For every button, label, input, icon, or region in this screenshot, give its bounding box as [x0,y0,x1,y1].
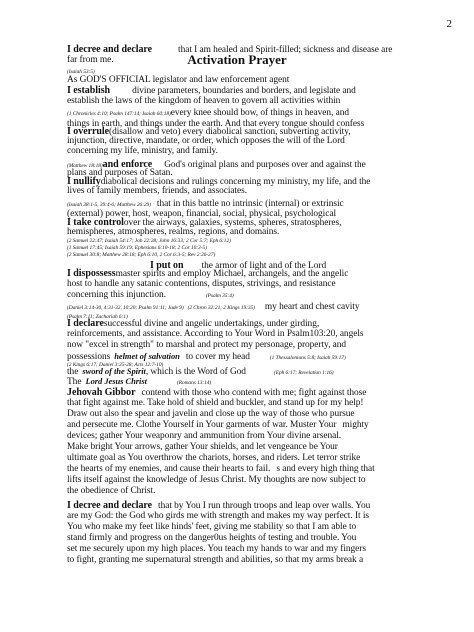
text-line: I put on the armor of light and of the Lord [150,260,327,271]
text-line: (1 Chronicles 4:10; Psalm 147:14; Isaiah 60:18)every knee should bow, of things in heaven, and [67,108,350,118]
text-line: Jehovah Gibbor contend with those who contend with me; fight against those [67,387,367,398]
text-line: I declaresuccessful divine and angelic undertakings, under girding, [67,318,320,329]
text-line: far from me. [67,55,114,65]
text-line: You who make my feet like hinds' feet, giving me stability so that I am able to [67,522,357,532]
scripture-reference: (Isaiah 53:5) [67,69,95,75]
text-line: (Isaiah 38:1-5, 39:4-6; Matthew 26:29) that in this battle no intrinsic (internal) or extrinsic [67,199,344,209]
text-line: The Lord Jesus Christ (Romans 13:14) [67,376,212,387]
text-line: the hearts of my enemies, and cause their hearts to fail. s and every high thing that [67,464,375,474]
text-line: ultimate goal as You overthrow the chariots, horses, and riders. Let terror strike [67,453,361,463]
text-line: (external) power, host, weapon, financial, social, physical, psychological [67,209,337,219]
scripture-reference: (2 Samuel 30:8; Matthew 28:18; Eph 6:10, 2 Cor 6:3-5; Rev 2:26-27) [67,252,216,258]
text-line: reinforcements, and assistance. According to Your Word in Psalm103:20, angels [67,329,364,339]
text-line: set me securely upon my high places. You teach my hands to war and my fingers [67,544,366,554]
text-line: I nullifydiabolical decisions and rulings concerning my ministry, my life, and the [67,176,371,187]
text-line: I overrule(disallow and veto) every diabolical sanction, subverting activity, [67,126,351,137]
text-line: Make bright Your arrows, gather Your shields, and let vengeance be Your [67,442,338,452]
text-line: to fight, granting me supernatural strength and abilities, so that my arms break a [67,555,364,565]
page-number: 2 [446,18,452,30]
text-line: the obedience of Christ. [67,486,156,496]
text-line: that fight against me. Take hold of shield and buckler, and stand up for my help! [67,398,364,408]
text-line: I establish divine parameters, boundaries and borders, and legislate and [67,85,356,96]
text-line: things in earth, and things under the earth. And that every tongue should confess [67,119,365,129]
text-line: possessions helmet of salvation to cover my head (1 Thessalonians 5:8; Isaiah 59:17) [67,351,346,362]
text-line: I decree and declare that I am healed and Spirit-filled; sickness and disease are [67,44,393,55]
text-line: concerning this injunction. (Psalm 35:4) [67,290,234,300]
text-line: plans and purposes of Satan. [67,168,173,178]
text-line: and persecute me. Clothe Yourself in Your garments of war. Muster Your mighty [67,420,369,430]
text-line: devices; gather Your weaponry and ammunition from Your divine arsenal. [67,431,342,441]
text-line: (Daniel 3:14-30, 4:31-32, 10:20; Psalm 91:11; Jude 9) (2 Chron 32:21; 2 Kings 19:35) my heart and chest cavity [67,302,360,312]
text-line: I dispossessmaster spirits and employ Michael, archangels, and the angelic [67,268,349,279]
text-line: injunction, directive, mandate, or order, which opposes the will of the Lord [67,136,345,146]
text-line: host to handle any satanic contentions, disputes, strivings, and resistance [67,279,336,289]
scripture-reference: (Psalm 7:11; Zachariah 6:1) [67,314,128,320]
text-line: lives of family members, friends, and associates. [67,186,248,196]
text-line: now "excel in strength" to marshal and protect my personage, property, and [67,340,347,350]
scripture-reference: (2 Kings 6:17; Daniel 3:25-28; Acts 12:7-10) [67,362,164,368]
text-line: As GOD'S OFFICIAL legislator and law enforcement agent [67,75,290,85]
text-line: (Matthew 18:18)and enforce God's original plans and purposes over and against the [67,159,366,170]
text-line: are my God: the God who girds me with strength and makes my way perfect. It is [67,511,370,521]
text-line: stand firmly and progress on the danger0us heights of testing and trouble. You [67,533,357,543]
text-line: I take controlover the airways, galaxies, systems, spheres, stratospheres, [67,217,342,228]
text-line: hemispheres, atmospheres, realms, regions, and domains. [67,227,280,237]
text-line: the sword of the Spirit, which is the Word of God (Eph 6:17; Revelation 1:16) [67,366,334,377]
scripture-reference: (2 Samuel 22:47; Isaiah 54:17; Job 22:28; John 16:33; 2 Cor 5:7; Eph 6:12) [67,238,231,244]
document-title: Activation Prayer [187,52,287,67]
text-line: lifts itself against the knowledge of Jesus Christ. My thoughts are now subject to [67,475,366,485]
text-line: establish the laws of the kingdom of heaven to govern all activities within [67,96,341,106]
text-line: Draw out also the spear and javelin and close up the way of those who pursue [67,409,355,419]
scripture-reference: (1 Samuel 17:45; Isaiah 59:19; Ephesians 6:10-18; 2 Cor 10:3-5) [67,245,207,251]
text-line: I decree and declare that by You I run through troops and leap over walls. You [67,500,371,511]
text-line: concerning my life, ministry, and family. [67,146,218,156]
